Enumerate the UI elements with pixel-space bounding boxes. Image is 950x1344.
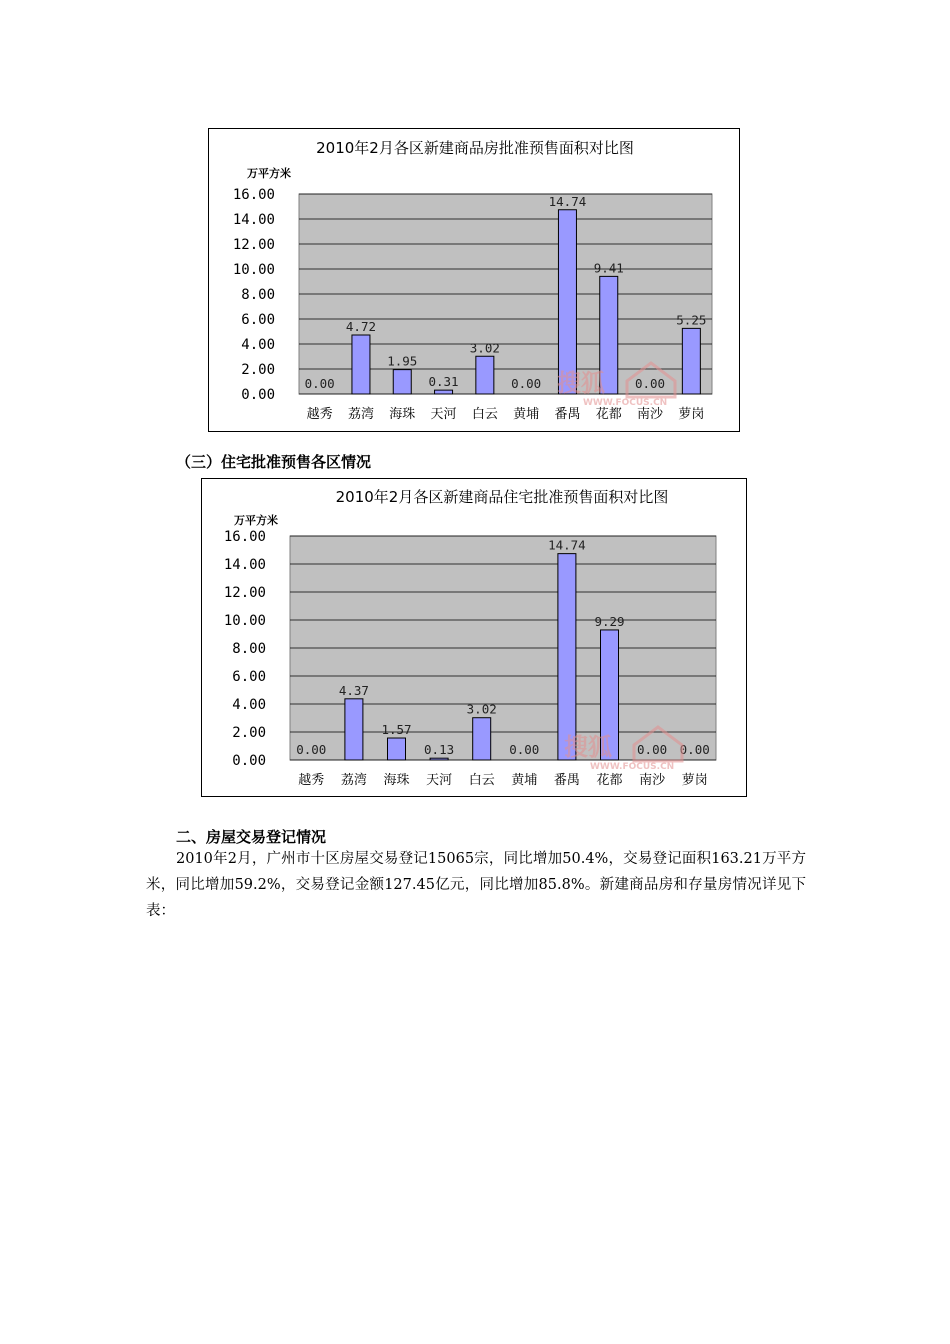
data-label: 5.25 [676, 312, 707, 328]
x-category-label: 海珠 [389, 407, 416, 422]
data-label: 9.29 [594, 613, 625, 629]
bar [473, 718, 491, 760]
x-category-label: 萝岗 [681, 773, 708, 788]
data-label: 1.57 [381, 722, 412, 738]
x-category-label: 越秀 [306, 407, 333, 422]
bar [558, 554, 576, 760]
x-category-label: 萝岗 [678, 407, 705, 422]
data-label: 3.02 [469, 340, 500, 356]
watermark-site-text: WWW.FOCUS.CN [583, 398, 668, 408]
data-label: 0.00 [634, 376, 666, 391]
x-category-label: 白云 [468, 773, 495, 788]
x-category-label: 南沙 [639, 773, 666, 788]
y-tick-label: 4.00 [232, 697, 266, 713]
bar [682, 328, 700, 394]
y-tick-label: 16.00 [223, 529, 266, 545]
bar [388, 738, 406, 760]
y-axis-unit-label: 万平方米 [247, 167, 291, 180]
y-tick-label: 8.00 [232, 641, 266, 657]
data-label: 0.00 [296, 742, 327, 757]
data-label: 0.00 [637, 742, 668, 757]
x-category-label: 花都 [595, 407, 622, 422]
x-category-label: 黄埔 [513, 407, 540, 422]
data-label: 9.41 [593, 260, 624, 276]
y-tick-label: 0.00 [241, 387, 275, 403]
y-tick-label: 8.00 [241, 287, 275, 303]
x-category-label: 荔湾 [340, 773, 367, 788]
y-tick-label: 2.00 [241, 362, 275, 378]
data-label: 4.72 [345, 319, 377, 334]
x-category-label: 越秀 [298, 773, 325, 788]
data-label: 3.02 [466, 701, 497, 717]
x-category-label: 荔湾 [347, 407, 374, 422]
data-label: 0.13 [424, 742, 455, 757]
x-category-label: 白云 [471, 407, 498, 422]
y-tick-label: 2.00 [232, 725, 266, 741]
y-tick-label: 12.00 [223, 585, 266, 601]
section-2-heading: 二、房屋交易登记情况 [176, 828, 327, 846]
y-tick-label: 6.00 [241, 312, 275, 328]
x-category-label: 南沙 [637, 407, 664, 422]
transaction-paragraph: 2010年2月，广州市十区房屋交易登记15065宗，同比增加50.4%，交易登记面积163.21万平方米，同比增加59.2%，交易登记金额127.45亿元，同比增加85.8%。新建商品房和存量房情况详见下表： [146, 851, 806, 919]
data-label: 0.00 [679, 742, 710, 757]
x-category-label: 番禺 [553, 773, 580, 788]
chart-title: 2010年2月各区新建商品房批准预售面积对比图 [316, 139, 634, 157]
y-tick-label: 6.00 [232, 669, 266, 685]
watermark-brand-text: 搜狐 [557, 369, 605, 397]
data-label: 14.74 [548, 193, 587, 209]
x-category-label: 黄埔 [511, 773, 538, 788]
data-label: 0.00 [304, 376, 335, 391]
bar [352, 335, 370, 394]
chart-2-svg [202, 479, 748, 798]
y-tick-label: 4.00 [241, 337, 275, 353]
x-category-label: 花都 [596, 773, 623, 788]
data-label: 14.74 [548, 537, 586, 553]
watermark-brand-text: 搜狐 [564, 733, 612, 761]
chart-1-svg [209, 129, 741, 433]
y-tick-label: 0.00 [232, 753, 266, 769]
data-label: 4.37 [338, 682, 369, 698]
chart-2-frame [201, 478, 747, 797]
y-tick-label: 14.00 [232, 212, 275, 228]
data-label: 0.00 [511, 376, 542, 391]
x-category-label: 海珠 [383, 773, 410, 788]
bar [476, 356, 494, 394]
bar [430, 758, 448, 760]
y-tick-label: 10.00 [223, 613, 266, 629]
bar [393, 370, 411, 394]
bar [345, 699, 363, 760]
y-axis-unit-label: 万平方米 [234, 514, 278, 527]
y-tick-label: 12.00 [232, 237, 275, 253]
chart-1-frame [208, 128, 740, 432]
data-label: 0.00 [509, 742, 540, 757]
section-3-heading: （三）住宅批准预售各区情况 [176, 453, 372, 471]
x-category-label: 天河 [430, 407, 457, 422]
y-tick-label: 16.00 [232, 187, 275, 203]
bar [435, 390, 453, 394]
y-tick-label: 14.00 [223, 557, 266, 573]
chart-title: 2010年2月各区新建商品住宅批准预售面积对比图 [335, 488, 669, 506]
bar [558, 210, 576, 394]
y-tick-label: 10.00 [232, 262, 275, 278]
x-category-label: 番禺 [554, 407, 581, 422]
watermark-site-text: WWW.FOCUS.CN [590, 762, 675, 772]
data-label: 1.95 [387, 353, 418, 369]
x-category-label: 天河 [426, 773, 453, 788]
data-label: 0.31 [428, 374, 459, 390]
